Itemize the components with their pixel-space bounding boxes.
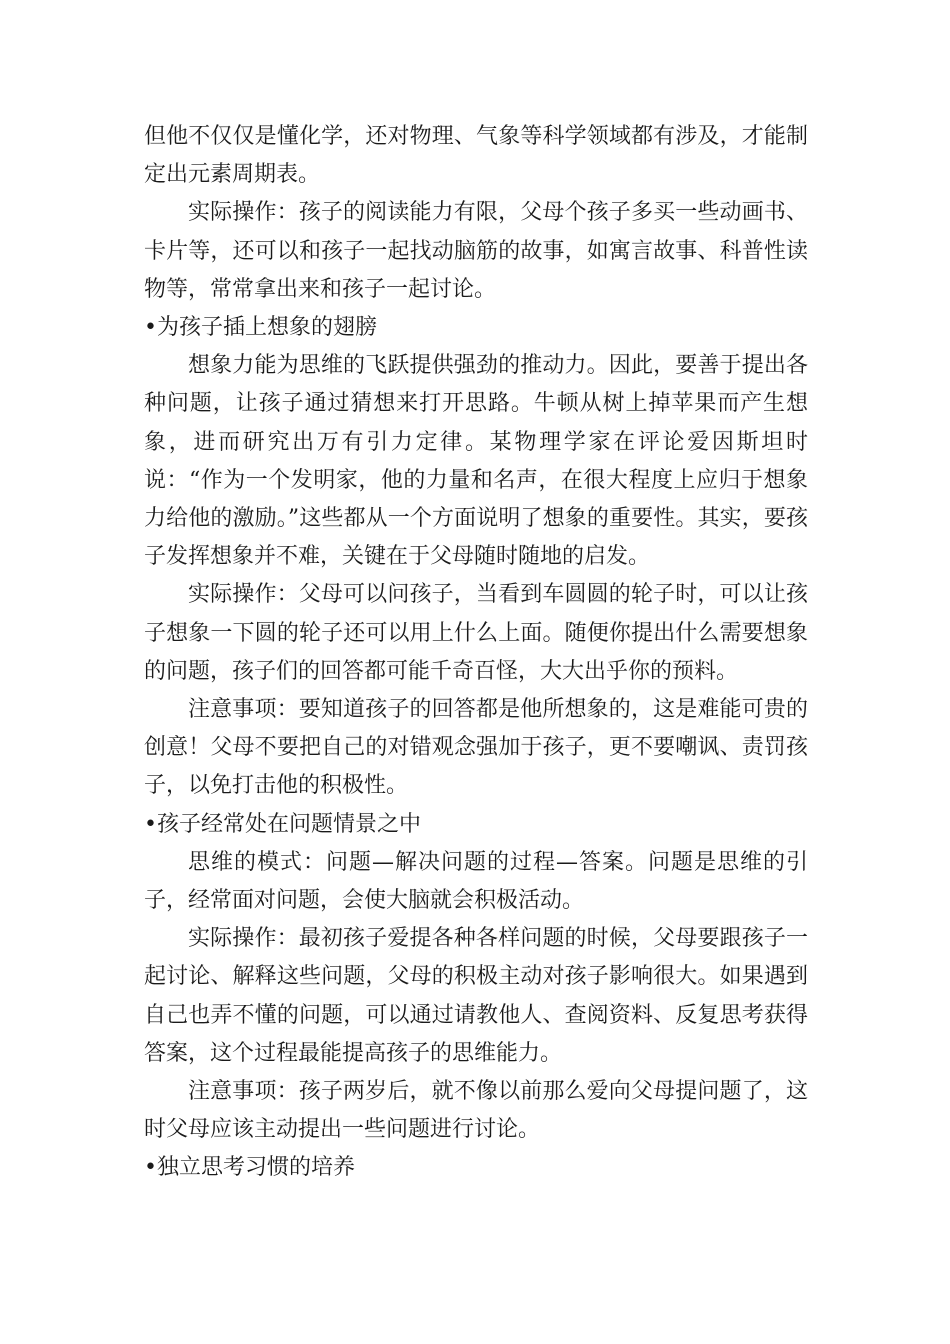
section-heading-problem-situations: •孩子经常处在问题情景之中: [144, 811, 421, 837]
document-body: [144, 118, 808, 1188]
paragraph-questions-notes: 注意事项：孩子两岁后，就不像以前那么爱向父母提问题了，这时父母应该主动提出一些问题进行讨论。: [144, 1079, 808, 1143]
paragraph-imagination-practice: 实际操作：父母可以问孩子，当看到车圆圆的轮子时，可以让孩子想象一下圆的轮子还可以用上什么上面。随便你提出什么需要想象的问题，孩子们的回答都可能千奇百怪，大大出乎你的预料。: [144, 582, 808, 684]
section-heading-independent-thinking: •独立思考习惯的培养: [144, 1155, 355, 1181]
paragraph-imagination-intro: 想象力能为思维的飞跃提供强劲的推动力。因此，要善于提出各种问题，让孩子通过猜想来打开思路。牛顿从树上掉苹果而产生想象，进而研究出万有引力定律。某物理学家在评论爱因斯坦时说：“作为一个发明家，他的力量和名声，在很大程度上应归于想象力给他的激励。”这些都从一个方面说明了想象的重要性。其实，要孩子发挥想象并不难，关键在于父母随时随地的启发。: [144, 353, 808, 570]
paragraph-thinking-mode: 思维的模式：问题—解决问题的过程—答案。问题是思维的引子，经常面对问题，会使大脑就会积极活动。: [144, 849, 808, 914]
paragraph-imagination-notes: 注意事项：要知道孩子的回答都是他所想象的，这是难能可贵的创意！父母不要把自己的对错观念强加于孩子，更不要嘲讽、责罚孩子，以免打击他的积极性。: [144, 697, 808, 799]
paragraph-questions-practice: 实际操作：最初孩子爱提各种各样问题的时候，父母要跟孩子一起讨论、解释这些问题，父母的积极主动对孩子影响很大。如果遇到自己也弄不懂的问题，可以通过请教他人、查阅资料、反复思考获得答案，这个过程最能提高孩子的思维能力。: [144, 926, 808, 1066]
paragraph-reading-practice: 实际操作：孩子的阅读能力有限，父母个孩子多买一些动画书、卡片等，还可以和孩子一起找动脑筋的故事，如寓言故事、科普性读物等，常常拿出来和孩子一起讨论。: [144, 200, 808, 302]
paragraph-continuation: 但他不仅仅是懂化学，还对物理、气象等科学领域都有涉及，才能制定出元素周期表。: [144, 124, 808, 188]
section-heading-imagination: •为孩子插上想象的翅膀: [144, 315, 377, 341]
